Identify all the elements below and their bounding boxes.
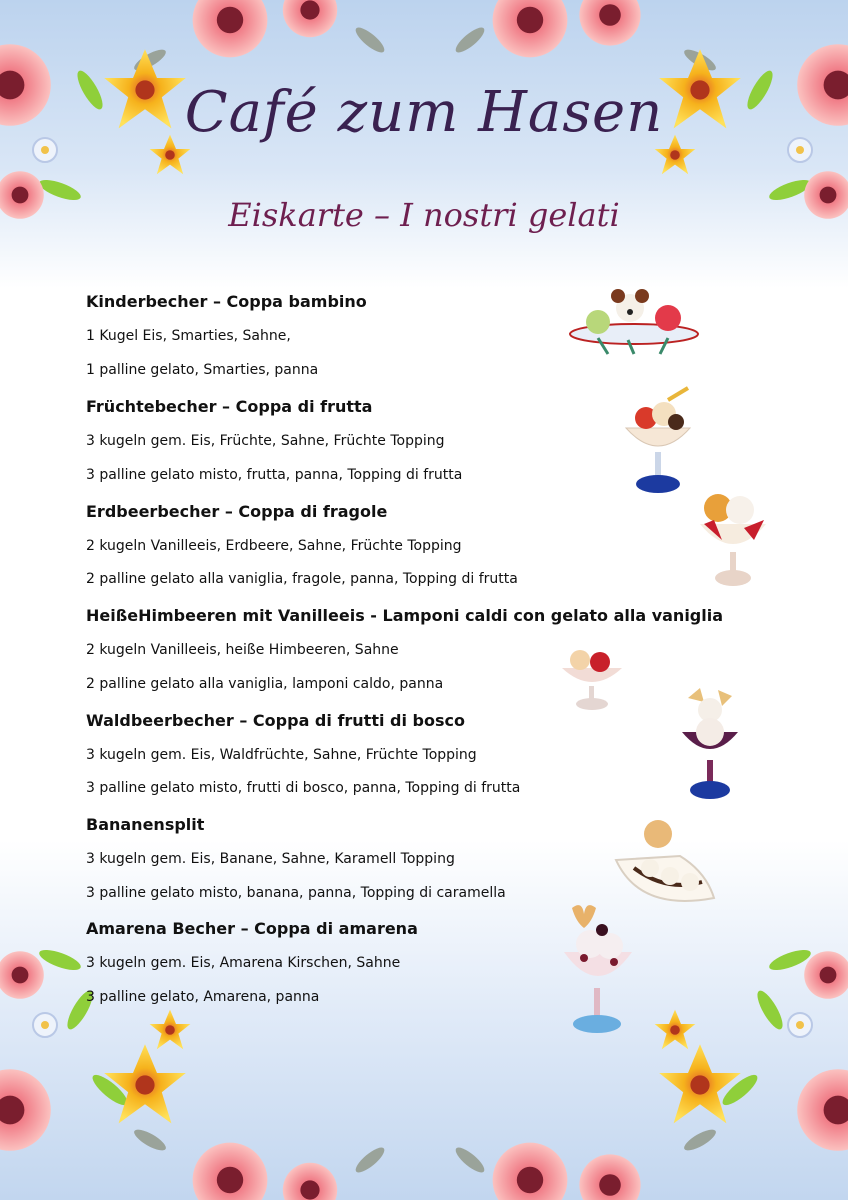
item-description-it: 3 palline gelato, Amarena, panna [86, 989, 320, 1005]
item-description-it: 3 palline gelato misto, banana, panna, Topping di caramella [86, 885, 506, 901]
amarena-becher-illustration [554, 904, 642, 1040]
item-description-it: 2 palline gelato alla vaniglia, fragole, panna, Topping di frutta [86, 571, 518, 587]
item-name: Waldbeerbecher – Coppa di frutti di bosco [86, 711, 465, 730]
heisse-himbeeren-illustration [558, 640, 626, 714]
kinderbecher-illustration [568, 282, 700, 356]
menu-subtitle: Eiskarte – I nostri gelati [228, 196, 620, 234]
cafe-title: Café zum Hasen [184, 80, 664, 145]
item-description-it: 3 palline gelato misto, frutti di bosco, panna, Topping di frutta [86, 780, 521, 796]
item-description-it: 2 palline gelato alla vaniglia, lamponi caldo, panna [86, 676, 444, 692]
item-description-de: 3 kugeln gem. Eis, Waldfrüchte, Sahne, Früchte Topping [86, 747, 477, 763]
item-description-de: 2 kugeln Vanilleeis, Erdbeere, Sahne, Früchte Topping [86, 538, 462, 554]
item-description-de: 3 kugeln gem. Eis, Früchte, Sahne, Früchte Topping [86, 433, 445, 449]
bananensplit-illustration [610, 820, 720, 912]
item-name: Bananensplit [86, 815, 205, 834]
bottom-garland [0, 946, 848, 1200]
item-name: Kinderbecher – Coppa bambino [86, 292, 367, 311]
item-name: Amarena Becher – Coppa di amarena [86, 919, 418, 938]
item-description-de: 3 kugeln gem. Eis, Amarena Kirschen, Sahne [86, 955, 401, 971]
item-description-de: 3 kugeln gem. Eis, Banane, Sahne, Karamell Topping [86, 851, 455, 867]
erdbeerbecher-illustration [694, 480, 772, 588]
fruchtebecher-illustration [618, 382, 698, 496]
item-name: Erdbeerbecher – Coppa di fragole [86, 502, 388, 521]
item-name: HeißeHimbeeren mit Vanilleeis - Lamponi caldi con gelato alla vaniglia [86, 606, 724, 625]
item-name: Früchtebecher – Coppa di frutta [86, 397, 373, 416]
item-description-it: 1 palline gelato, Smarties, panna [86, 362, 319, 378]
item-description-it: 3 palline gelato misto, frutta, panna, Topping di frutta [86, 467, 463, 483]
item-description-de: 1 Kugel Eis, Smarties, Sahne, [86, 328, 291, 344]
waldbeerbecher-illustration [678, 688, 742, 804]
item-description-de: 2 kugeln Vanilleeis, heiße Himbeeren, Sahne [86, 642, 399, 658]
